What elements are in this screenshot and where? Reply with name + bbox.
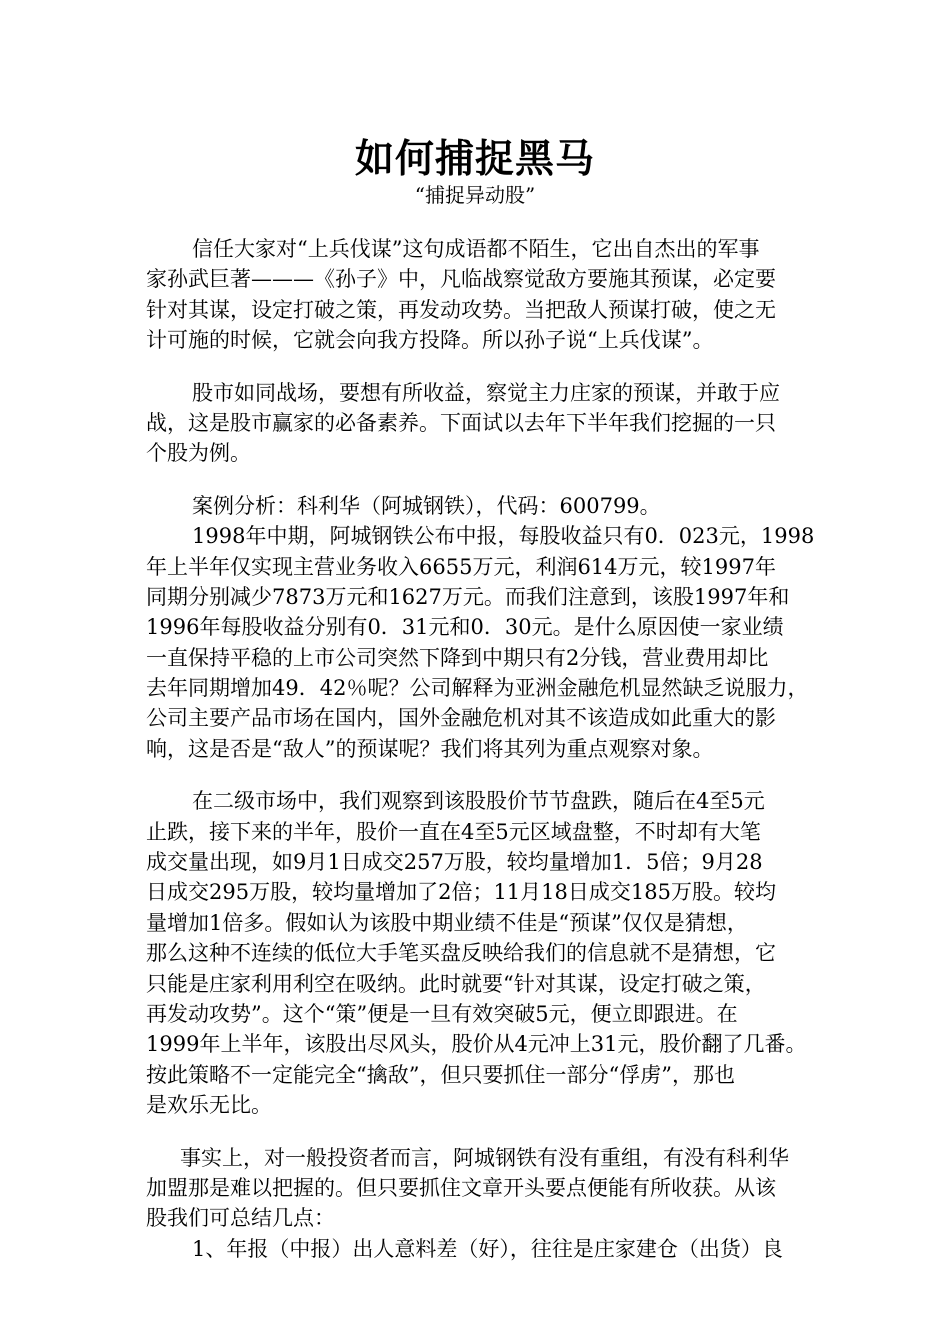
paragraph-point-1	[146, 1234, 906, 1264]
text-line: 只能是庄家利用利空在吸纳。此时就要“针对其谋，设定打破之策，	[146, 971, 766, 996]
paragraph-summary	[146, 1143, 906, 1234]
text-line: 同期分别减少7873万元和1627万元。而我们注意到，该股1997年和	[146, 584, 790, 609]
text-line: 再发动攻势”。这个“策”便是一旦有效突破5元，便立即跟进。在	[146, 1001, 738, 1026]
paragraph-gap	[146, 1121, 906, 1143]
text-line: 案例分析：科利华（阿城钢铁），代码：600799。	[192, 493, 661, 518]
paragraph-market	[146, 378, 906, 469]
paragraph-gap	[146, 356, 906, 378]
text-line: 事实上，对一般投资者而言，阿城钢铁有没有重组，有没有科利华	[180, 1145, 789, 1170]
text-line: 加盟那是难以把握的。但只要抓住文章开头要点便能有所收获。从该	[146, 1175, 776, 1200]
text-line: 一直保持平稳的上市公司突然下降到中期只有2分钱，营业费用却比	[146, 645, 769, 670]
text-line: 年上半年仅实现主营业务收入6655万元，利润614万元，较1997年	[146, 554, 776, 579]
text-line: 去年同期增加49．42％呢？公司解释为亚洲金融危机显然缺乏说服力，	[146, 676, 809, 701]
paragraph-case-financials	[146, 521, 906, 764]
text-line: 响，这是否是“敌人”的预谋呢？我们将其列为重点观察对象。	[146, 736, 714, 761]
text-line: 股市如同战场，要想有所收益，察觉主力庄家的预谋，并敢于应	[192, 380, 780, 405]
paragraph-gap	[146, 469, 906, 491]
text-line: 公司主要产品市场在国内，国外金融危机对其不该造成如此重大的影	[146, 706, 776, 731]
text-line: 1998年中期，阿城钢铁公布中报，每股收益只有0．023元，1998	[192, 524, 815, 549]
text-line: 针对其谋，设定打破之策，再发动攻势。当把敌人预谋打破，使之无	[146, 297, 776, 322]
paragraph-gap	[146, 764, 906, 786]
text-line: 日成交295万股，较均量增加了2倍；11月18日成交185万股。较均	[146, 880, 776, 905]
text-line: 个股为例。	[146, 441, 251, 466]
page-title: 如何捕捉黑马	[354, 136, 595, 182]
text-line: 止跌，接下来的半年，股价一直在4至5元区域盘整，不时却有大笔	[146, 819, 761, 844]
text-line: 1999年上半年，该股出尽风头，股价从4元冲上31元，股价翻了几番。	[146, 1032, 807, 1057]
paragraph-secondary-market	[146, 786, 906, 1120]
text-line: 家孙武巨著———《孙子》中，凡临战察觉敌方要施其预谋，必定要	[146, 267, 776, 292]
text-line: 是欢乐无比。	[146, 1093, 272, 1118]
article-body	[146, 234, 906, 1264]
text-line: 1996年每股收益分别有0．31元和0．30元。是什么原因使一家业绩	[146, 615, 784, 640]
text-line: 量增加1倍多。假如认为该股中期业绩不佳是“预谋”仅仅是猜想，	[146, 910, 748, 935]
text-line: 按此策略不一定能完全“擒敌”，但只要抓住一部分“俘虏”，那也	[146, 1062, 735, 1087]
text-line: 战，这是股市赢家的必备素养。下面试以去年下半年我们挖掘的一只	[146, 410, 776, 435]
text-line: 信任大家对“上兵伐谋”这句成语都不陌生，它出自杰出的军事	[192, 237, 760, 261]
text-line: 在二级市场中，我们观察到该股股价节节盘跌，随后在4至5元	[192, 789, 765, 814]
text-line: 那么这种不连续的低位大手笔买盘反映给我们的信息就不是猜想，它	[146, 941, 776, 966]
paragraph-intro	[146, 234, 906, 356]
page-subtitle: “捕捉异动股”	[414, 183, 536, 207]
paragraph-case-heading	[146, 491, 906, 521]
text-line: 股我们可总结几点：	[146, 1206, 335, 1231]
text-line: 计可施的时候，它就会向我方投降。所以孙子说“上兵伐谋”。	[146, 328, 714, 353]
text-line: 1、年报（中报）出人意料差（好），往往是庄家建仓（出货）良	[192, 1236, 783, 1261]
text-line: 成交量出现，如9月1日成交257万股，较均量增加1．5倍；9月28	[146, 850, 763, 875]
